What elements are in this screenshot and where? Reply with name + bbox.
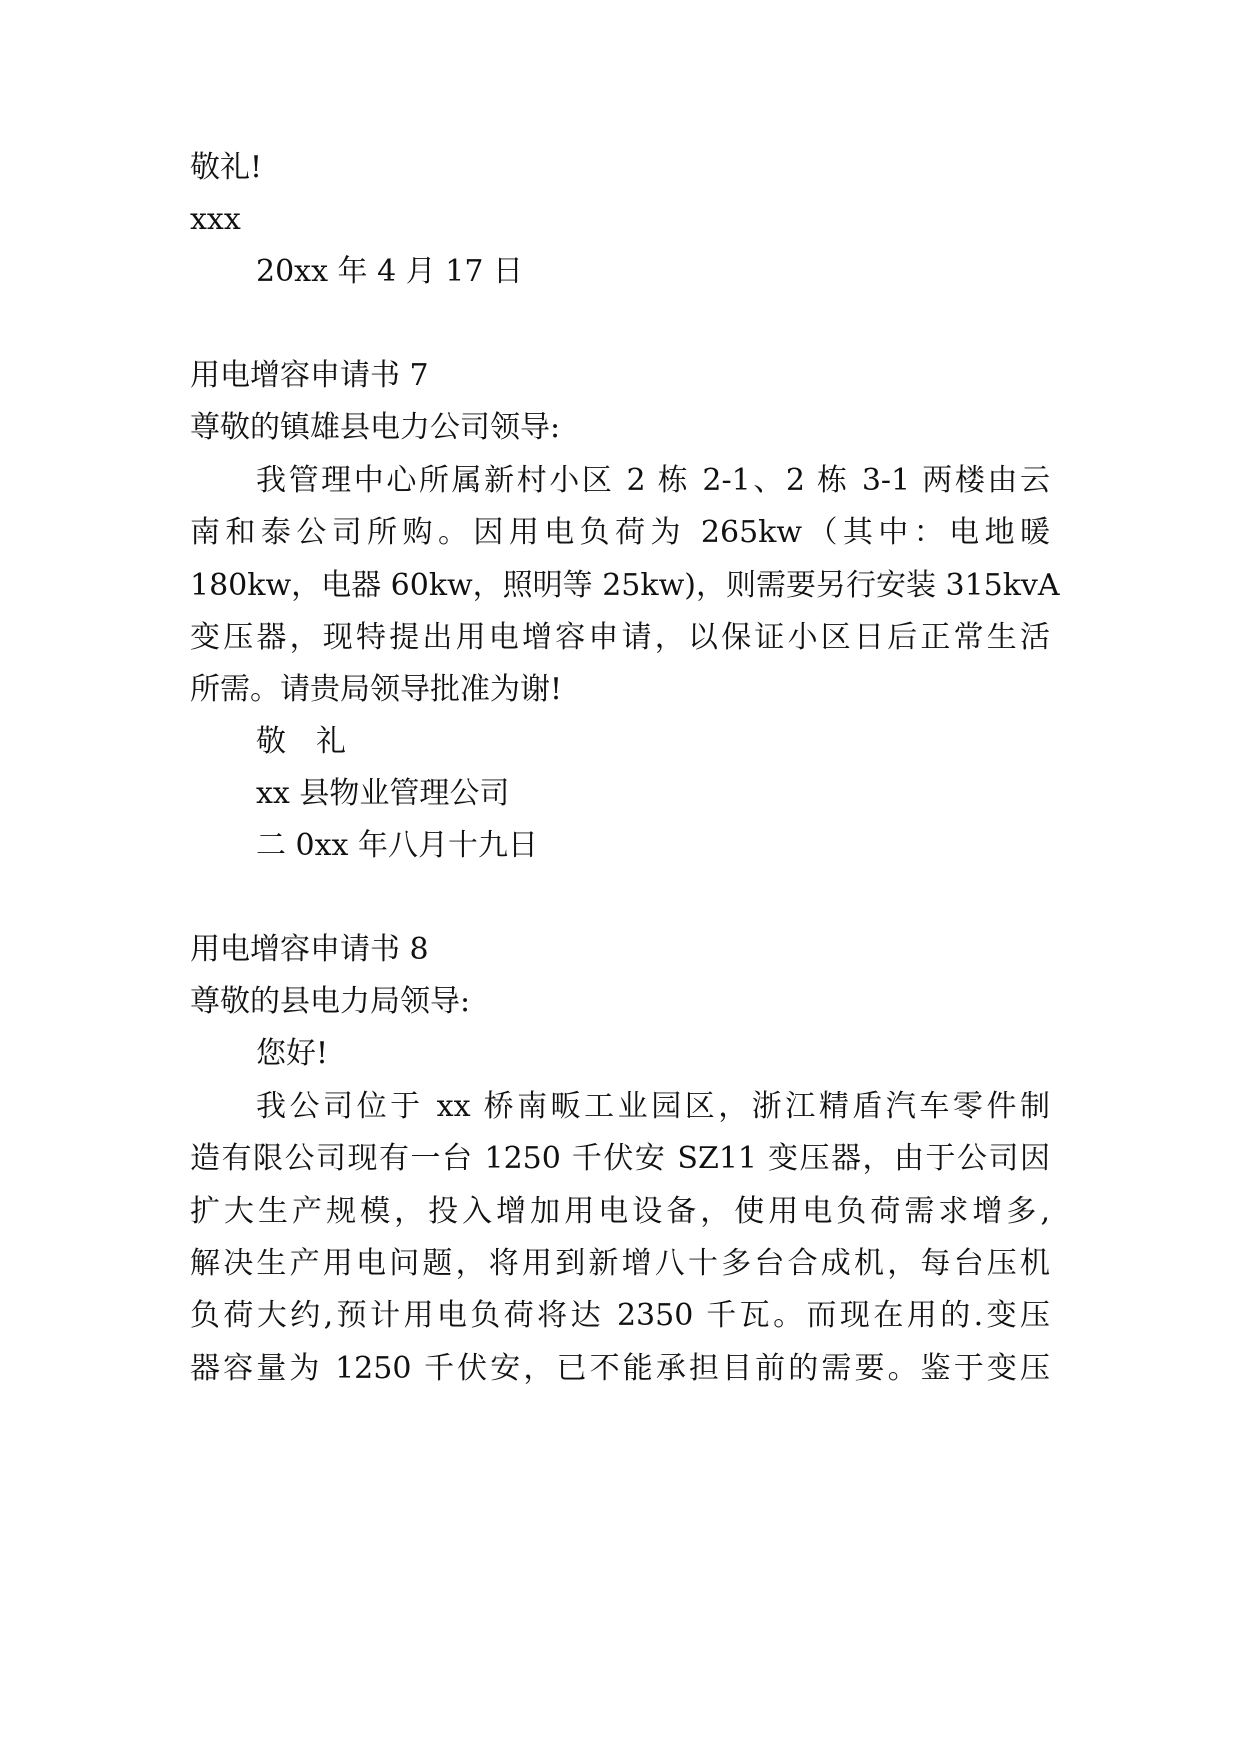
letter-8-body-line: 负荷大约,预计用电负荷将达 2350 千瓦。而现在用的.变压 bbox=[190, 1298, 1050, 1333]
letter-8-salutation: 尊敬的县电力局领导: bbox=[190, 984, 471, 1019]
letter-8-body-line: 解决生产用电问题，将用到新增八十多台合成机，每台压机 bbox=[190, 1246, 1050, 1281]
letter-8-body-line: 器容量为 1250 千伏安，已不能承担目前的需要。鉴于变压 bbox=[190, 1351, 1050, 1386]
date-line: 20xx 年 4 月 17 日 bbox=[256, 254, 523, 289]
letter-8-body-line: 我公司位于 xx 桥南畈工业园区，浙江精盾汽车零件制 bbox=[256, 1089, 1050, 1124]
letter-8-title: 用电增容申请书 8 bbox=[190, 932, 429, 967]
signer-line: xxx bbox=[190, 202, 241, 237]
letter-7-body-line: 变压器，现特提出用电增容申请，以保证小区日后正常生活 bbox=[190, 620, 1050, 655]
letter-7-body-line: 180kw，电器 60kw，照明等 25kw)，则需要另行安装 315kvA bbox=[190, 568, 1060, 603]
letter-7-body-line: 南和泰公司所购。因用电负荷为 265kw（其中：电地暖 bbox=[190, 515, 1050, 550]
letter-8-body-line: 扩大生产规模，投入增加用电设备，使用电负荷需求增多, bbox=[190, 1194, 1050, 1229]
letter-8-greeting: 您好! bbox=[256, 1036, 329, 1071]
letter-7-salutation: 尊敬的镇雄县电力公司领导: bbox=[190, 410, 561, 445]
letter-7-closing: 敬 礼 bbox=[256, 724, 346, 759]
letter-7-body-line: 所需。请贵局领导批准为谢! bbox=[190, 672, 563, 707]
letter-7-body-line: 我管理中心所属新村小区 2 栋 2-1、2 栋 3-1 两楼由云 bbox=[256, 463, 1050, 498]
closing-line: 敬礼! bbox=[190, 150, 263, 185]
letter-8-body-line: 造有限公司现有一台 1250 千伏安 SZ11 变压器，由于公司因 bbox=[190, 1141, 1050, 1176]
letter-7-signer: xx 县物业管理公司 bbox=[256, 776, 510, 811]
letter-7-date: 二 0xx 年八月十九日 bbox=[256, 828, 538, 863]
letter-7-title: 用电增容申请书 7 bbox=[190, 358, 429, 393]
